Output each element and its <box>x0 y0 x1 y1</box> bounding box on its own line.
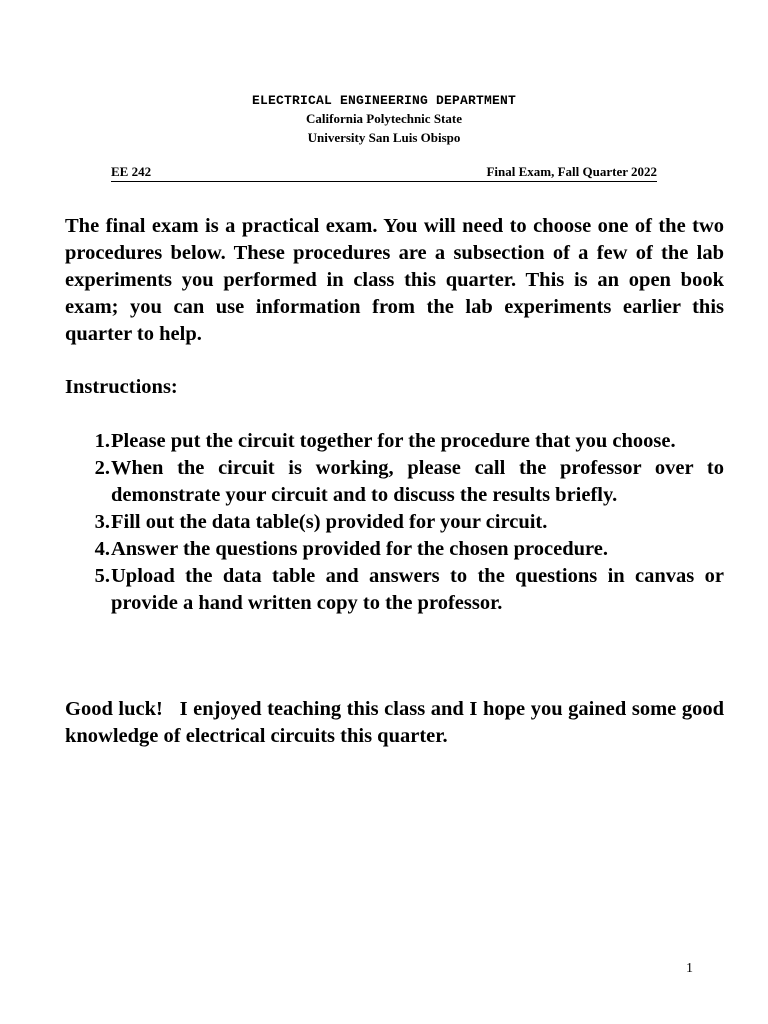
list-item-number: 2. <box>94 457 110 479</box>
list-item-text: Fill out the data table(s) provided for your circuit. <box>111 511 548 533</box>
instructions-list <box>65 428 724 617</box>
course-code: EE 242 <box>111 164 152 179</box>
closing-paragraph: Good luck! I enjoyed teaching this class and I hope you gained some good knowledge of electrical circuits this quarter. <box>65 698 730 747</box>
department-heading: ELECTRICAL ENGINEERING DEPARTMENT <box>251 93 517 108</box>
list-item <box>65 563 724 617</box>
list-item <box>65 536 724 563</box>
list-item <box>65 509 724 536</box>
list-item-number: 3. <box>94 511 110 533</box>
institution-line-2: University San Luis Obispo <box>307 130 461 145</box>
list-item <box>65 428 724 455</box>
page-number: 1 <box>686 961 693 976</box>
list-item-number: 4. <box>94 538 110 560</box>
instructions-heading: Instructions: <box>65 376 178 398</box>
institution-line-1: California Polytechnic State <box>306 111 462 126</box>
intro-paragraph: The final exam is a practical exam. You will need to choose one of the two procedures below. These procedures are a subsection of a few of the lab experiments you performed in class this quarter. This is an open book exam; you can use information from the lab experiments earlier this quarter to help. <box>65 215 724 345</box>
list-item <box>65 455 724 509</box>
exam-title: Final Exam, Fall Quarter 2022 <box>486 164 657 179</box>
list-item-text: Answer the questions provided for the chosen procedure. <box>111 538 608 560</box>
list-item-number: 5. <box>94 565 110 587</box>
list-item-text: Upload the data table and answers to the questions in canvas or provide a hand written copy to the professor. <box>111 565 724 614</box>
list-item-number: 1. <box>94 430 110 452</box>
list-item-text: When the circuit is working, please call the professor over to demonstrate your circuit and to discuss the results briefly. <box>111 457 724 506</box>
course-exam-row <box>111 164 657 182</box>
list-item-text: Please put the circuit together for the procedure that you choose. <box>111 430 676 452</box>
